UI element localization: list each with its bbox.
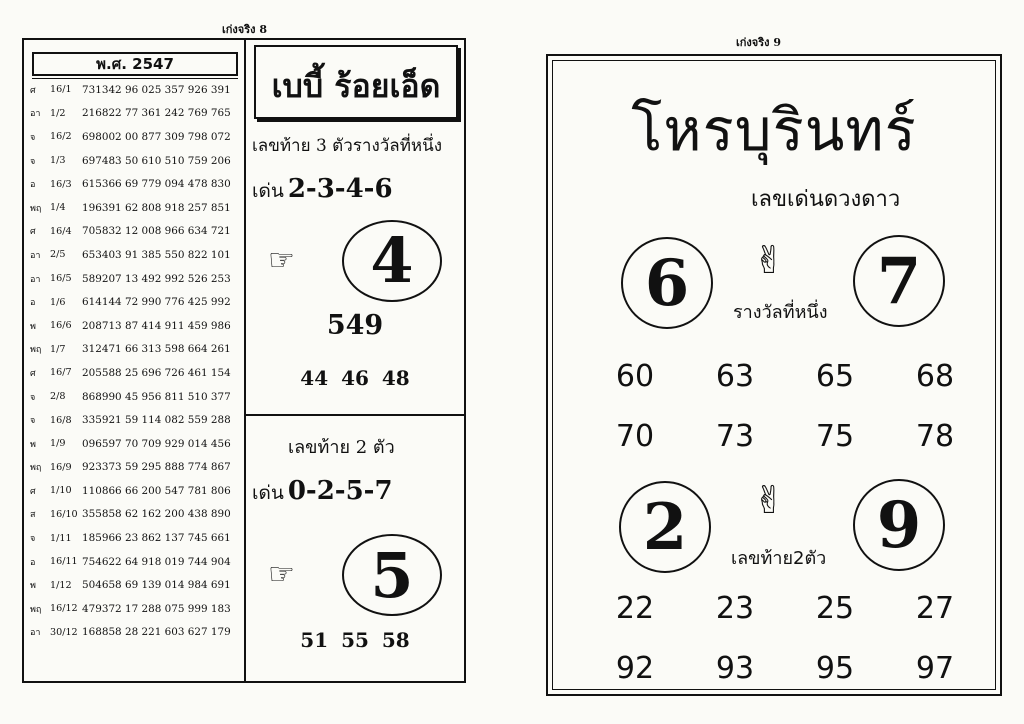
row-values: 589207 13 492 992 526 253 <box>82 272 231 285</box>
row-date: 1/11 <box>50 532 72 544</box>
row-date: 16/9 <box>50 461 72 473</box>
row-day: จ <box>30 132 36 143</box>
row-day: พฤ <box>30 463 42 474</box>
table-row <box>24 432 246 456</box>
row-values: 653403 91 385 550 822 101 <box>82 248 231 261</box>
table-row <box>24 385 246 409</box>
table-row <box>24 267 246 291</box>
row-values: 196391 62 808 918 257 851 <box>82 201 231 214</box>
two-digit-digit-1: 2 <box>619 481 711 573</box>
section-divider <box>246 414 464 416</box>
row-values: 168858 28 221 603 627 179 <box>82 626 231 639</box>
two-digit-digit-2: 9 <box>853 479 945 571</box>
row-day: จ <box>30 156 36 167</box>
row-date: 1/9 <box>50 438 66 450</box>
first-prize-row-1 <box>595 359 975 394</box>
row-values: 697483 50 610 510 759 206 <box>82 154 231 167</box>
row-values: 614144 72 990 776 425 992 <box>82 296 231 309</box>
number-cell: 92 <box>615 651 655 686</box>
left-page-frame <box>22 38 466 683</box>
table-row <box>24 78 246 102</box>
three-digit-label: เลขท้าย 3 ตัวรางวัลที่หนึ่ง <box>252 136 443 156</box>
number-cell: 60 <box>615 359 655 394</box>
table-row <box>24 196 246 220</box>
results-rows <box>24 78 246 644</box>
number-cell: 25 <box>815 591 855 626</box>
row-values: 312471 66 313 598 664 261 <box>82 343 231 356</box>
pointing-hand-icon: ☞ <box>268 557 295 592</box>
number-cell: 23 <box>715 591 755 626</box>
table-row <box>24 220 246 244</box>
table-row <box>24 550 246 574</box>
table-row <box>24 102 246 126</box>
number-cell: 95 <box>815 651 855 686</box>
row-day: พ <box>30 321 36 332</box>
row-date: 30/12 <box>50 626 78 638</box>
row-day: อา <box>30 628 41 639</box>
row-date: 16/11 <box>50 556 78 568</box>
victory-hand-icon: ✌ <box>753 238 785 282</box>
row-values: 479372 17 288 075 999 183 <box>82 602 231 615</box>
row-day: ศ <box>30 85 36 96</box>
two-digit-set: 51 55 58 <box>300 628 410 652</box>
table-row <box>24 503 246 527</box>
right-page-inner <box>552 60 996 690</box>
right-subtitle: เลขเด่นดวงดาว <box>751 187 901 212</box>
row-values: 216822 77 361 242 769 765 <box>82 107 231 120</box>
lead-word: เด่น <box>252 482 284 504</box>
table-row <box>24 243 246 267</box>
row-date: 1/12 <box>50 579 72 591</box>
number-cell: 78 <box>915 419 955 454</box>
lead-word: เด่น <box>252 180 284 202</box>
right-title: โหรบุรินทร์ <box>631 96 917 164</box>
row-date: 1/3 <box>50 155 66 167</box>
pointing-hand-icon: ☞ <box>268 243 295 278</box>
row-date: 1/7 <box>50 343 66 355</box>
two-digit-label: เลขท้าย 2 ตัว <box>288 437 395 458</box>
page-number-right: เก่งจริง 9 <box>736 36 781 49</box>
number-cell: 27 <box>915 591 955 626</box>
results-table <box>24 40 246 681</box>
row-day: ศ <box>30 486 36 497</box>
table-row <box>24 361 246 385</box>
table-row <box>24 149 246 173</box>
first-prize-digit-1: 6 <box>621 237 713 329</box>
row-values: 208713 87 414 911 459 986 <box>82 319 231 332</box>
row-date: 1/6 <box>50 296 66 308</box>
row-values: 096597 70 709 929 014 456 <box>82 437 231 450</box>
three-digit-lead: 2-3-4-6 <box>287 174 393 204</box>
row-day: ส <box>30 510 36 521</box>
prediction-column <box>246 40 464 681</box>
row-date: 1/4 <box>50 202 66 214</box>
row-date: 16/1 <box>50 84 72 96</box>
table-row <box>24 597 246 621</box>
two-digit-label-right: เลขท้าย2ตัว <box>731 548 827 569</box>
row-day: พฤ <box>30 604 42 615</box>
table-row <box>24 408 246 432</box>
row-date: 16/7 <box>50 367 72 379</box>
row-day: พฤ <box>30 345 42 356</box>
left-title: เบบี้ ร้อยเอ็ด <box>271 67 441 105</box>
row-date: 16/3 <box>50 178 72 190</box>
row-day: อ <box>30 557 36 568</box>
row-day: พฤ <box>30 203 42 214</box>
row-day: อา <box>30 274 41 285</box>
number-cell: 65 <box>815 359 855 394</box>
row-values: 705832 12 008 966 634 721 <box>82 225 231 238</box>
row-values: 923373 59 295 888 774 867 <box>82 461 231 474</box>
row-day: ศ <box>30 368 36 379</box>
table-row <box>24 526 246 550</box>
row-day: พ <box>30 439 36 450</box>
row-values: 205588 25 696 726 461 154 <box>82 366 231 379</box>
page-number-left: เก่งจริง 8 <box>222 23 267 36</box>
row-date: 16/5 <box>50 273 72 285</box>
number-cell: 68 <box>915 359 955 394</box>
row-values: 868990 45 956 811 510 377 <box>82 390 231 403</box>
table-row <box>24 573 246 597</box>
row-values: 335921 59 114 082 559 288 <box>82 414 231 427</box>
row-values: 355858 62 162 200 438 890 <box>82 508 231 521</box>
number-cell: 70 <box>615 419 655 454</box>
row-day: อ <box>30 298 36 309</box>
table-row <box>24 125 246 149</box>
number-cell: 73 <box>715 419 755 454</box>
row-day: จ <box>30 416 36 427</box>
two-digit-row-1 <box>595 591 975 626</box>
row-date: 16/12 <box>50 603 78 615</box>
table-row <box>24 456 246 480</box>
row-day: พ <box>30 581 36 592</box>
row-day: ศ <box>30 227 36 238</box>
number-cell: 22 <box>615 591 655 626</box>
row-date: 1/10 <box>50 485 72 497</box>
row-values: 698002 00 877 309 798 072 <box>82 130 231 143</box>
number-cell: 63 <box>715 359 755 394</box>
row-day: จ <box>30 534 36 545</box>
first-prize-label: รางวัลที่หนึ่ง <box>733 302 828 323</box>
right-page-frame <box>546 54 1002 696</box>
row-values: 110866 66 200 547 781 806 <box>82 484 231 497</box>
three-digit-main: 549 <box>326 310 384 341</box>
row-date: 16/6 <box>50 320 72 332</box>
table-row <box>24 479 246 503</box>
three-digit-big-number: 4 <box>342 220 442 302</box>
row-values: 731342 96 025 357 926 391 <box>82 83 231 96</box>
row-day: อา <box>30 250 41 261</box>
table-row <box>24 314 246 338</box>
first-prize-digit-2: 7 <box>853 235 945 327</box>
number-cell: 75 <box>815 419 855 454</box>
two-digit-lead-line <box>252 476 393 508</box>
row-date: 2/8 <box>50 391 66 403</box>
two-digit-row-2 <box>595 651 975 686</box>
three-digit-set: 44 46 48 <box>300 366 410 390</box>
table-row <box>24 621 246 645</box>
row-date: 16/10 <box>50 508 78 520</box>
row-values: 615366 69 779 094 478 830 <box>82 178 231 191</box>
row-day: จ <box>30 392 36 403</box>
row-day: อา <box>30 109 41 120</box>
victory-hand-icon: ✌ <box>753 478 785 522</box>
row-values: 504658 69 139 014 984 691 <box>82 579 231 592</box>
table-row <box>24 290 246 314</box>
table-row <box>24 172 246 196</box>
row-date: 1/2 <box>50 107 66 119</box>
row-date: 16/2 <box>50 131 72 143</box>
row-date: 2/5 <box>50 249 66 261</box>
number-cell: 93 <box>715 651 755 686</box>
row-values: 754622 64 918 019 744 904 <box>82 555 231 568</box>
first-prize-row-2 <box>595 419 975 454</box>
year-header: พ.ศ. 2547 <box>32 52 238 76</box>
three-digit-lead-line <box>252 174 393 206</box>
title-box <box>254 45 458 119</box>
row-date: 16/4 <box>50 225 72 237</box>
two-digit-big-number: 5 <box>342 534 442 616</box>
two-digit-lead: 0-2-5-7 <box>287 476 393 506</box>
row-date: 16/8 <box>50 414 72 426</box>
row-values: 185966 23 862 137 745 661 <box>82 532 231 545</box>
table-row <box>24 338 246 362</box>
row-day: อ <box>30 180 36 191</box>
number-cell: 97 <box>915 651 955 686</box>
